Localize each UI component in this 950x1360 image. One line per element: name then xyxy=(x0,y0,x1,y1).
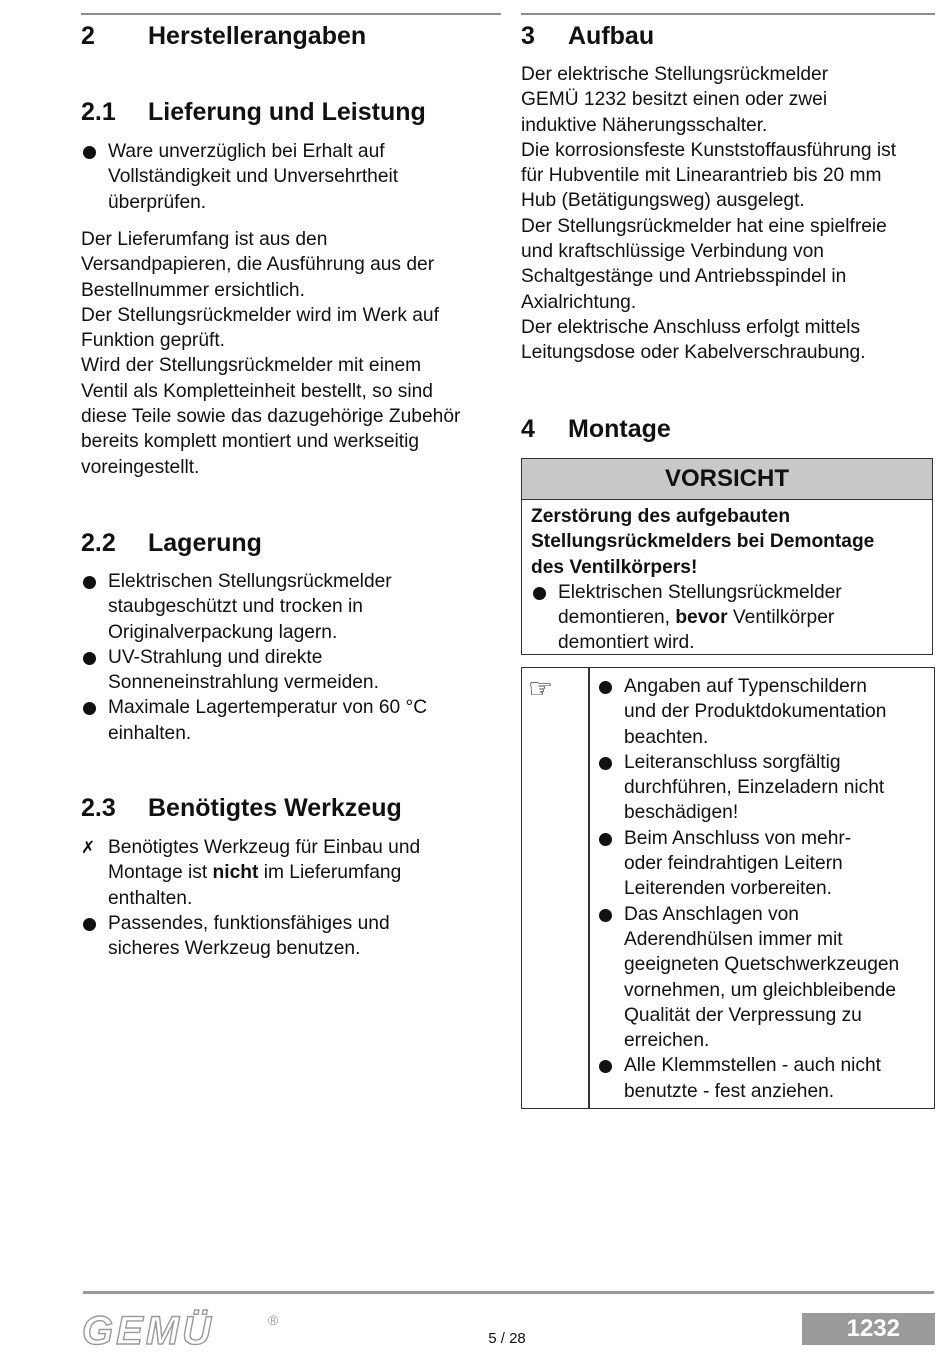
section-2-1-bullets xyxy=(81,139,398,215)
caution-bullets xyxy=(531,580,924,656)
pointing-hand-icon: ☞ xyxy=(528,672,554,705)
section-3-heading: 3 Aufbau xyxy=(521,22,655,50)
caution-box xyxy=(521,458,933,655)
list-item: Elektrischen Stellungsrückmelder staubgeschützt und trocken in Originalverpackung lagern. xyxy=(81,569,427,645)
bullet-icon xyxy=(599,909,612,922)
list-item: Ware unverzüglich bei Erhalt auf Vollständigkeit und Unversehrtheit überprüfen. xyxy=(81,139,398,215)
bullet-icon xyxy=(599,1060,612,1073)
section-2-2-bullets xyxy=(81,569,427,746)
cross-icon: ✗ xyxy=(81,838,96,857)
section-3-text: Der elektrische Stellungsrückmelder GEMÜ 1232 besitzt einen oder zwei induktive Näherungsschalter. Die korrosionsfeste Kunststoffausführung ist für Hubventile mit Linearantrieb bis 20 mm Hub (Betätigungsweg) ausgelegt. Der Stellungsrückmelder hat eine spielfreie und kraftschlüssige Verbindung von Schaltgestänge und Antriebsspindel in Axialrichtung. Der elektrische Anschluss erfolgt mittels Leitungsdose oder Kabelverschraubung. xyxy=(521,64,897,364)
bullet-icon xyxy=(83,576,96,589)
section-2-1-text: Der Lieferumfang ist aus den Versandpapieren, die Ausführung aus der Bestellnummer ersichtlich. Der Stellungsrückmelder wird im Werk auf Funktion geprüft. Wird der Stellungsrückmelder mit einem Ventil als Kompletteinheit bestellt, so sind diese Teile sowie das dazugehörige Zubehör bereits komplett montiert und werkseitig voreingestellt. xyxy=(81,229,461,478)
footer-rule xyxy=(83,1291,934,1294)
top-rule-left xyxy=(81,13,501,15)
list-item: Elektrischen Stellungsrückmelder demontieren, bevor Ventilkörper demontiert wird. xyxy=(531,580,924,656)
product-number-badge: 1232 xyxy=(802,1313,935,1345)
list-item: Maximale Lagertemperatur von 60 °C einhalten. xyxy=(81,695,427,746)
section-2-1-heading: 2.1 Lieferung und Leistung xyxy=(81,98,426,126)
section-4-heading: 4 Montage xyxy=(521,415,671,443)
caution-title: Zerstörung des aufgebauten Stellungsrückmelders bei Demontage des Ventilkörpers! xyxy=(531,506,875,578)
note-box xyxy=(521,667,935,1109)
bullet-icon xyxy=(83,918,96,931)
section-2-2-heading: 2.2 Lagerung xyxy=(81,529,262,557)
list-item: Beim Anschluss von mehr- oder feindrahtigen Leitern Leiterenden vorbereiten. xyxy=(597,826,899,902)
list-item: Passendes, funktionsfähiges und sicheres Werkzeug benutzen. xyxy=(81,911,420,962)
section-2-heading: 2 Herstellerangaben xyxy=(81,22,367,50)
registered-mark: ® xyxy=(268,1312,279,1328)
top-rule-right xyxy=(521,13,935,15)
list-item: Angaben auf Typenschildern und der Produktdokumentation beachten. xyxy=(597,674,899,750)
section-2-3-heading: 2.3 Benötigtes Werkzeug xyxy=(81,794,402,822)
bullet-icon xyxy=(533,587,546,600)
section-2-3-bullets xyxy=(81,835,420,961)
gemu-logo: GEMÜ xyxy=(82,1309,214,1353)
bullet-icon xyxy=(83,702,96,715)
bullet-icon xyxy=(83,652,96,665)
list-item: UV-Strahlung und direkte Sonneneinstrahlung vermeiden. xyxy=(81,645,427,696)
page-number: 5 / 28 xyxy=(488,1330,526,1347)
bullet-icon xyxy=(599,757,612,770)
bullet-icon xyxy=(599,833,612,846)
note-divider xyxy=(588,668,590,1108)
list-item: Leiteranschluss sorgfältig durchführen, Einzeladern nicht beschädigen! xyxy=(597,750,899,826)
list-item: Das Anschlagen von Aderendhülsen immer mit geeigneten Quetschwerkzeugen vornehmen, um gleichbleibende Qualität der Verpressung zu erreichen. xyxy=(597,902,899,1054)
note-bullets xyxy=(597,674,899,1104)
caution-label: VORSICHT xyxy=(522,459,932,500)
bullet-icon xyxy=(83,146,96,159)
list-item: ✗ Benötigtes Werkzeug für Einbau und Montage ist nicht im Lieferumfang enthalten. xyxy=(81,837,421,909)
list-item: Alle Klemmstellen - auch nicht benutzte - fest anziehen. xyxy=(597,1053,899,1104)
bullet-icon xyxy=(599,681,612,694)
